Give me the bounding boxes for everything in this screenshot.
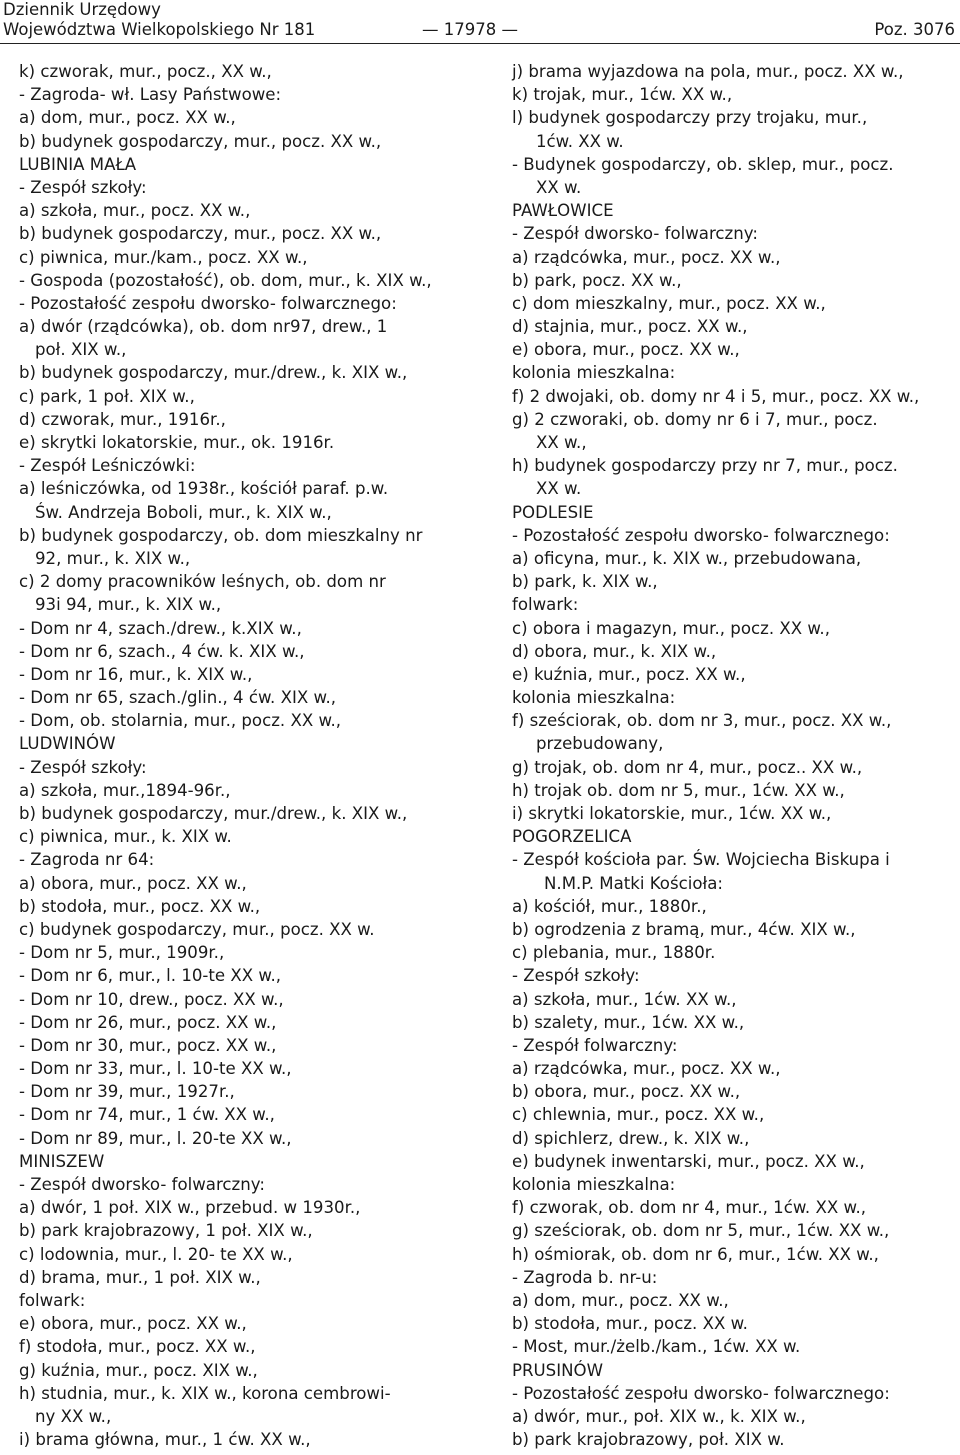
text-line: XX w. <box>536 177 582 197</box>
text-line: PAWŁOWICE <box>512 201 614 221</box>
text-line: - Zespół szkoły: <box>19 177 147 197</box>
text-line: b) stodoła, mur., pocz. XX w., <box>19 896 261 916</box>
text-line: - Zagroda nr 64: <box>19 850 155 870</box>
text-line: kolonia mieszkalna: <box>512 363 676 383</box>
text-line: LUDWINÓW <box>19 734 116 754</box>
text-line: k) czworak, mur., pocz., XX w., <box>19 62 272 81</box>
journal-title: Dziennik Urzędowy <box>3 0 161 19</box>
text-line: b) ogrodzenia z bramą, mur., 4ćw. XIX w., <box>512 919 856 939</box>
text-line: - Zespół kościoła par. Św. Wojciecha Biskupa i <box>512 850 890 870</box>
text-line: c) 2 domy pracowników leśnych, ob. dom nr <box>19 572 386 592</box>
text-line: - Dom nr 65, szach./glin., 4 ćw. XIX w., <box>19 688 337 708</box>
text-line: b) budynek gospodarczy, mur./drew., k. XIX w., <box>19 363 408 383</box>
text-line: - Zagroda b. nr-u: <box>512 1267 658 1287</box>
text-line: f) czworak, ob. dom nr 4, mur., 1ćw. XX w., <box>512 1198 867 1218</box>
text-line: d) spichlerz, drew., k. XIX w., <box>512 1128 750 1148</box>
text-line: - Dom nr 33, mur., l. 10-te XX w., <box>19 1059 292 1079</box>
text-line: XX w., <box>536 433 587 452</box>
right-column <box>512 60 956 1451</box>
text-line: - Zespół szkoły: <box>19 757 147 777</box>
text-line: - Zespół folwarczny: <box>512 1035 678 1055</box>
header-rule <box>0 43 960 44</box>
left-column <box>19 60 464 1451</box>
text-line: g) sześciorak, ob. dom nr 5, mur., 1ćw. XX w., <box>512 1221 890 1241</box>
text-line: POGORZELICA <box>512 827 632 847</box>
text-line: a) dom, mur., pocz. XX w., <box>512 1290 729 1310</box>
text-line: h) budynek gospodarczy przy nr 7, mur., pocz. <box>512 456 898 476</box>
text-line: a) szkoła, mur., pocz. XX w., <box>19 201 251 221</box>
text-line: f) sześciorak, ob. dom nr 3, mur., pocz. XX w., <box>512 711 892 731</box>
page-header <box>0 0 960 44</box>
text-line: XX w. <box>536 479 582 499</box>
text-line: c) lodownia, mur., l. 20- te XX w., <box>19 1244 293 1264</box>
text-line: c) piwnica, mur./kam., pocz. XX w., <box>19 247 308 267</box>
text-line: b) budynek gospodarczy, mur./drew., k. XIX w., <box>19 804 408 823</box>
text-line: a) szkoła, mur.,1894-96r., <box>19 780 231 800</box>
text-line: b) park krajobrazowy, poł. XIX w. <box>512 1430 785 1450</box>
text-line: b) stodoła, mur., pocz. XX w. <box>512 1314 748 1334</box>
text-line: PRUSINÓW <box>512 1360 603 1380</box>
text-line: przebudowany, <box>536 734 664 754</box>
text-line: - Dom nr 89, mur., l. 20-te XX w., <box>19 1128 292 1148</box>
text-line: a) dwór, 1 poł. XIX w., przebud. w 1930r., <box>19 1198 361 1218</box>
text-line: e) obora, mur., pocz. XX w., <box>512 340 740 360</box>
text-line: a) dwór (rządcówka), ob. dom nr97, drew., 1 <box>19 317 388 337</box>
text-line: - Dom nr 6, mur., l. 10-te XX w., <box>19 966 282 986</box>
text-line: a) rządcówka, mur., pocz. XX w., <box>512 247 781 267</box>
text-line: - Zespół dworsko- folwarczny: <box>19 1175 265 1194</box>
text-line: e) kuźnia, mur., pocz. XX w., <box>512 664 746 684</box>
text-line: a) dwór, mur., poł. XIX w., k. XIX w., <box>512 1406 806 1426</box>
text-line: folwark: <box>19 1290 86 1310</box>
text-line: g) kuźnia, mur., pocz. XIX w., <box>19 1360 258 1380</box>
text-line: - Most, mur./żelb./kam., 1ćw. XX w. <box>512 1337 801 1357</box>
text-line: c) dom mieszkalny, mur., pocz. XX w., <box>512 293 826 313</box>
text-line: c) obora i magazyn, mur., pocz. XX w., <box>512 618 830 638</box>
text-line: e) obora, mur., pocz. XX w., <box>19 1314 247 1334</box>
text-line: - Gospoda (pozostałość), ob. dom, mur., k. XIX w., <box>19 270 432 290</box>
text-line: b) budynek gospodarczy, mur., pocz. XX w., <box>19 224 382 244</box>
text-line: c) piwnica, mur., k. XIX w. <box>19 827 232 847</box>
page-number: — 17978 — <box>422 20 518 39</box>
text-line: b) obora, mur., pocz. XX w., <box>512 1082 741 1102</box>
text-line: a) oficyna, mur., k. XIX w., przebudowana, <box>512 548 862 568</box>
text-line: - Dom nr 5, mur., 1909r., <box>19 943 225 963</box>
text-line: a) szkoła, mur., 1ćw. XX w., <box>512 989 737 1009</box>
text-line: h) trojak ob. dom nr 5, mur., 1ćw. XX w., <box>512 780 845 800</box>
text-line: ny XX w., <box>35 1406 112 1426</box>
text-line: g) 2 czworaki, ob. domy nr 6 i 7, mur., pocz. <box>512 409 878 429</box>
text-line: a) rządcówka, mur., pocz. XX w., <box>512 1059 781 1079</box>
text-line: - Zespół dworsko- folwarczny: <box>512 224 758 244</box>
text-line: - Pozostałość zespołu dworsko- folwarcznego: <box>512 525 890 545</box>
text-line: c) chlewnia, mur., pocz. XX w., <box>512 1105 765 1125</box>
text-line: - Dom nr 4, szach./drew., k.XIX w., <box>19 618 302 638</box>
text-line: a) leśniczówka, od 1938r., kościół paraf. p.w. <box>19 479 389 499</box>
text-line: e) skrytki lokatorskie, mur., ok. 1916r. <box>19 433 335 452</box>
text-line: k) trojak, mur., 1ćw. XX w., <box>512 85 733 105</box>
text-line: c) park, 1 poł. XIX w., <box>19 386 195 406</box>
text-line: PODLESIE <box>512 502 594 522</box>
position-number: Poz. 3076 <box>874 20 955 39</box>
text-line: a) dom, mur., pocz. XX w., <box>19 108 236 128</box>
text-line: N.M.P. Matki Kościoła: <box>544 873 723 893</box>
text-line: 1ćw. XX w. <box>536 131 624 151</box>
text-line: i) skrytki lokatorskie, mur., 1ćw. XX w., <box>512 804 832 823</box>
text-line: - Dom nr 6, szach., 4 ćw. k. XIX w., <box>19 641 305 661</box>
text-line: i) brama główna, mur., 1 ćw. XX w., <box>19 1430 311 1450</box>
text-line: - Dom nr 30, mur., pocz. XX w., <box>19 1035 277 1055</box>
text-line: MINISZEW <box>19 1151 105 1171</box>
text-line: - Zespół szkoły: <box>512 966 640 986</box>
text-line: - Budynek gospodarczy, ob. sklep, mur., pocz. <box>512 154 894 174</box>
text-line: b) szalety, mur., 1ćw. XX w., <box>512 1012 745 1032</box>
text-line: d) czworak, mur., 1916r., <box>19 409 226 429</box>
text-line: f) 2 dwojaki, ob. domy nr 4 i 5, mur., pocz. XX w., <box>512 386 920 406</box>
text-line: kolonia mieszkalna: <box>512 1175 676 1194</box>
text-line: d) obora, mur., k. XIX w., <box>512 641 717 661</box>
text-line: kolonia mieszkalna: <box>512 688 676 708</box>
text-line: LUBINIA MAŁA <box>19 154 137 174</box>
text-line: - Dom nr 74, mur., 1 ćw. XX w., <box>19 1105 275 1125</box>
text-line: c) budynek gospodarczy, mur., pocz. XX w. <box>19 919 375 939</box>
text-line: b) park, k. XIX w., <box>512 572 658 592</box>
text-line: - Dom nr 26, mur., pocz. XX w., <box>19 1012 277 1032</box>
text-line: h) studnia, mur., k. XIX w., korona cembrowi- <box>19 1383 391 1403</box>
text-line: d) brama, mur., 1 poł. XIX w., <box>19 1267 261 1287</box>
text-line: j) brama wyjazdowa na pola, mur., pocz. XX w., <box>512 62 904 81</box>
text-line: h) ośmiorak, ob. dom nr 6, mur., 1ćw. XX w., <box>512 1244 879 1264</box>
text-line: - Zagroda- wł. Lasy Państwowe: <box>19 85 282 105</box>
text-line: folwark: <box>512 595 579 615</box>
text-line: poł. XIX w., <box>35 340 127 360</box>
text-line: b) budynek gospodarczy, mur., pocz. XX w., <box>19 131 382 151</box>
text-line: e) budynek inwentarski, mur., pocz. XX w., <box>512 1151 865 1171</box>
text-line: - Dom nr 39, mur., 1927r., <box>19 1082 235 1102</box>
text-line: c) plebania, mur., 1880r. <box>512 943 716 963</box>
text-line: d) stajnia, mur., pocz. XX w., <box>512 317 748 337</box>
text-line: l) budynek gospodarczy przy trojaku, mur., <box>512 108 868 128</box>
text-line: a) kościół, mur., 1880r., <box>512 896 707 916</box>
text-line: a) obora, mur., pocz. XX w., <box>19 873 247 893</box>
text-line: f) stodoła, mur., pocz. XX w., <box>19 1337 256 1357</box>
journal-issue: Województwa Wielkopolskiego Nr 181 <box>3 20 316 39</box>
text-line: g) trojak, ob. dom nr 4, mur., pocz.. XX w., <box>512 757 863 777</box>
text-line: - Zespół Leśniczówki: <box>19 456 196 476</box>
text-line: b) budynek gospodarczy, ob. dom mieszkalny nr <box>19 525 423 545</box>
text-line: 92, mur., k. XIX w., <box>35 548 191 568</box>
text-line: - Pozostałość zespołu dworsko- folwarcznego: <box>19 293 397 313</box>
text-line: Św. Andrzeja Boboli, mur., k. XIX w., <box>35 502 332 522</box>
text-line: b) park, pocz. XX w., <box>512 270 682 290</box>
text-line: b) park krajobrazowy, 1 poł. XIX w., <box>19 1221 313 1241</box>
text-line: 93i 94, mur., k. XIX w., <box>35 595 222 615</box>
text-line: - Dom nr 16, mur., k. XIX w., <box>19 664 253 684</box>
text-line: - Pozostałość zespołu dworsko- folwarcznego: <box>512 1383 890 1403</box>
text-line: - Dom, ob. stolarnia, mur., pocz. XX w., <box>19 711 342 731</box>
text-line: - Dom nr 10, drew., pocz. XX w., <box>19 989 284 1009</box>
